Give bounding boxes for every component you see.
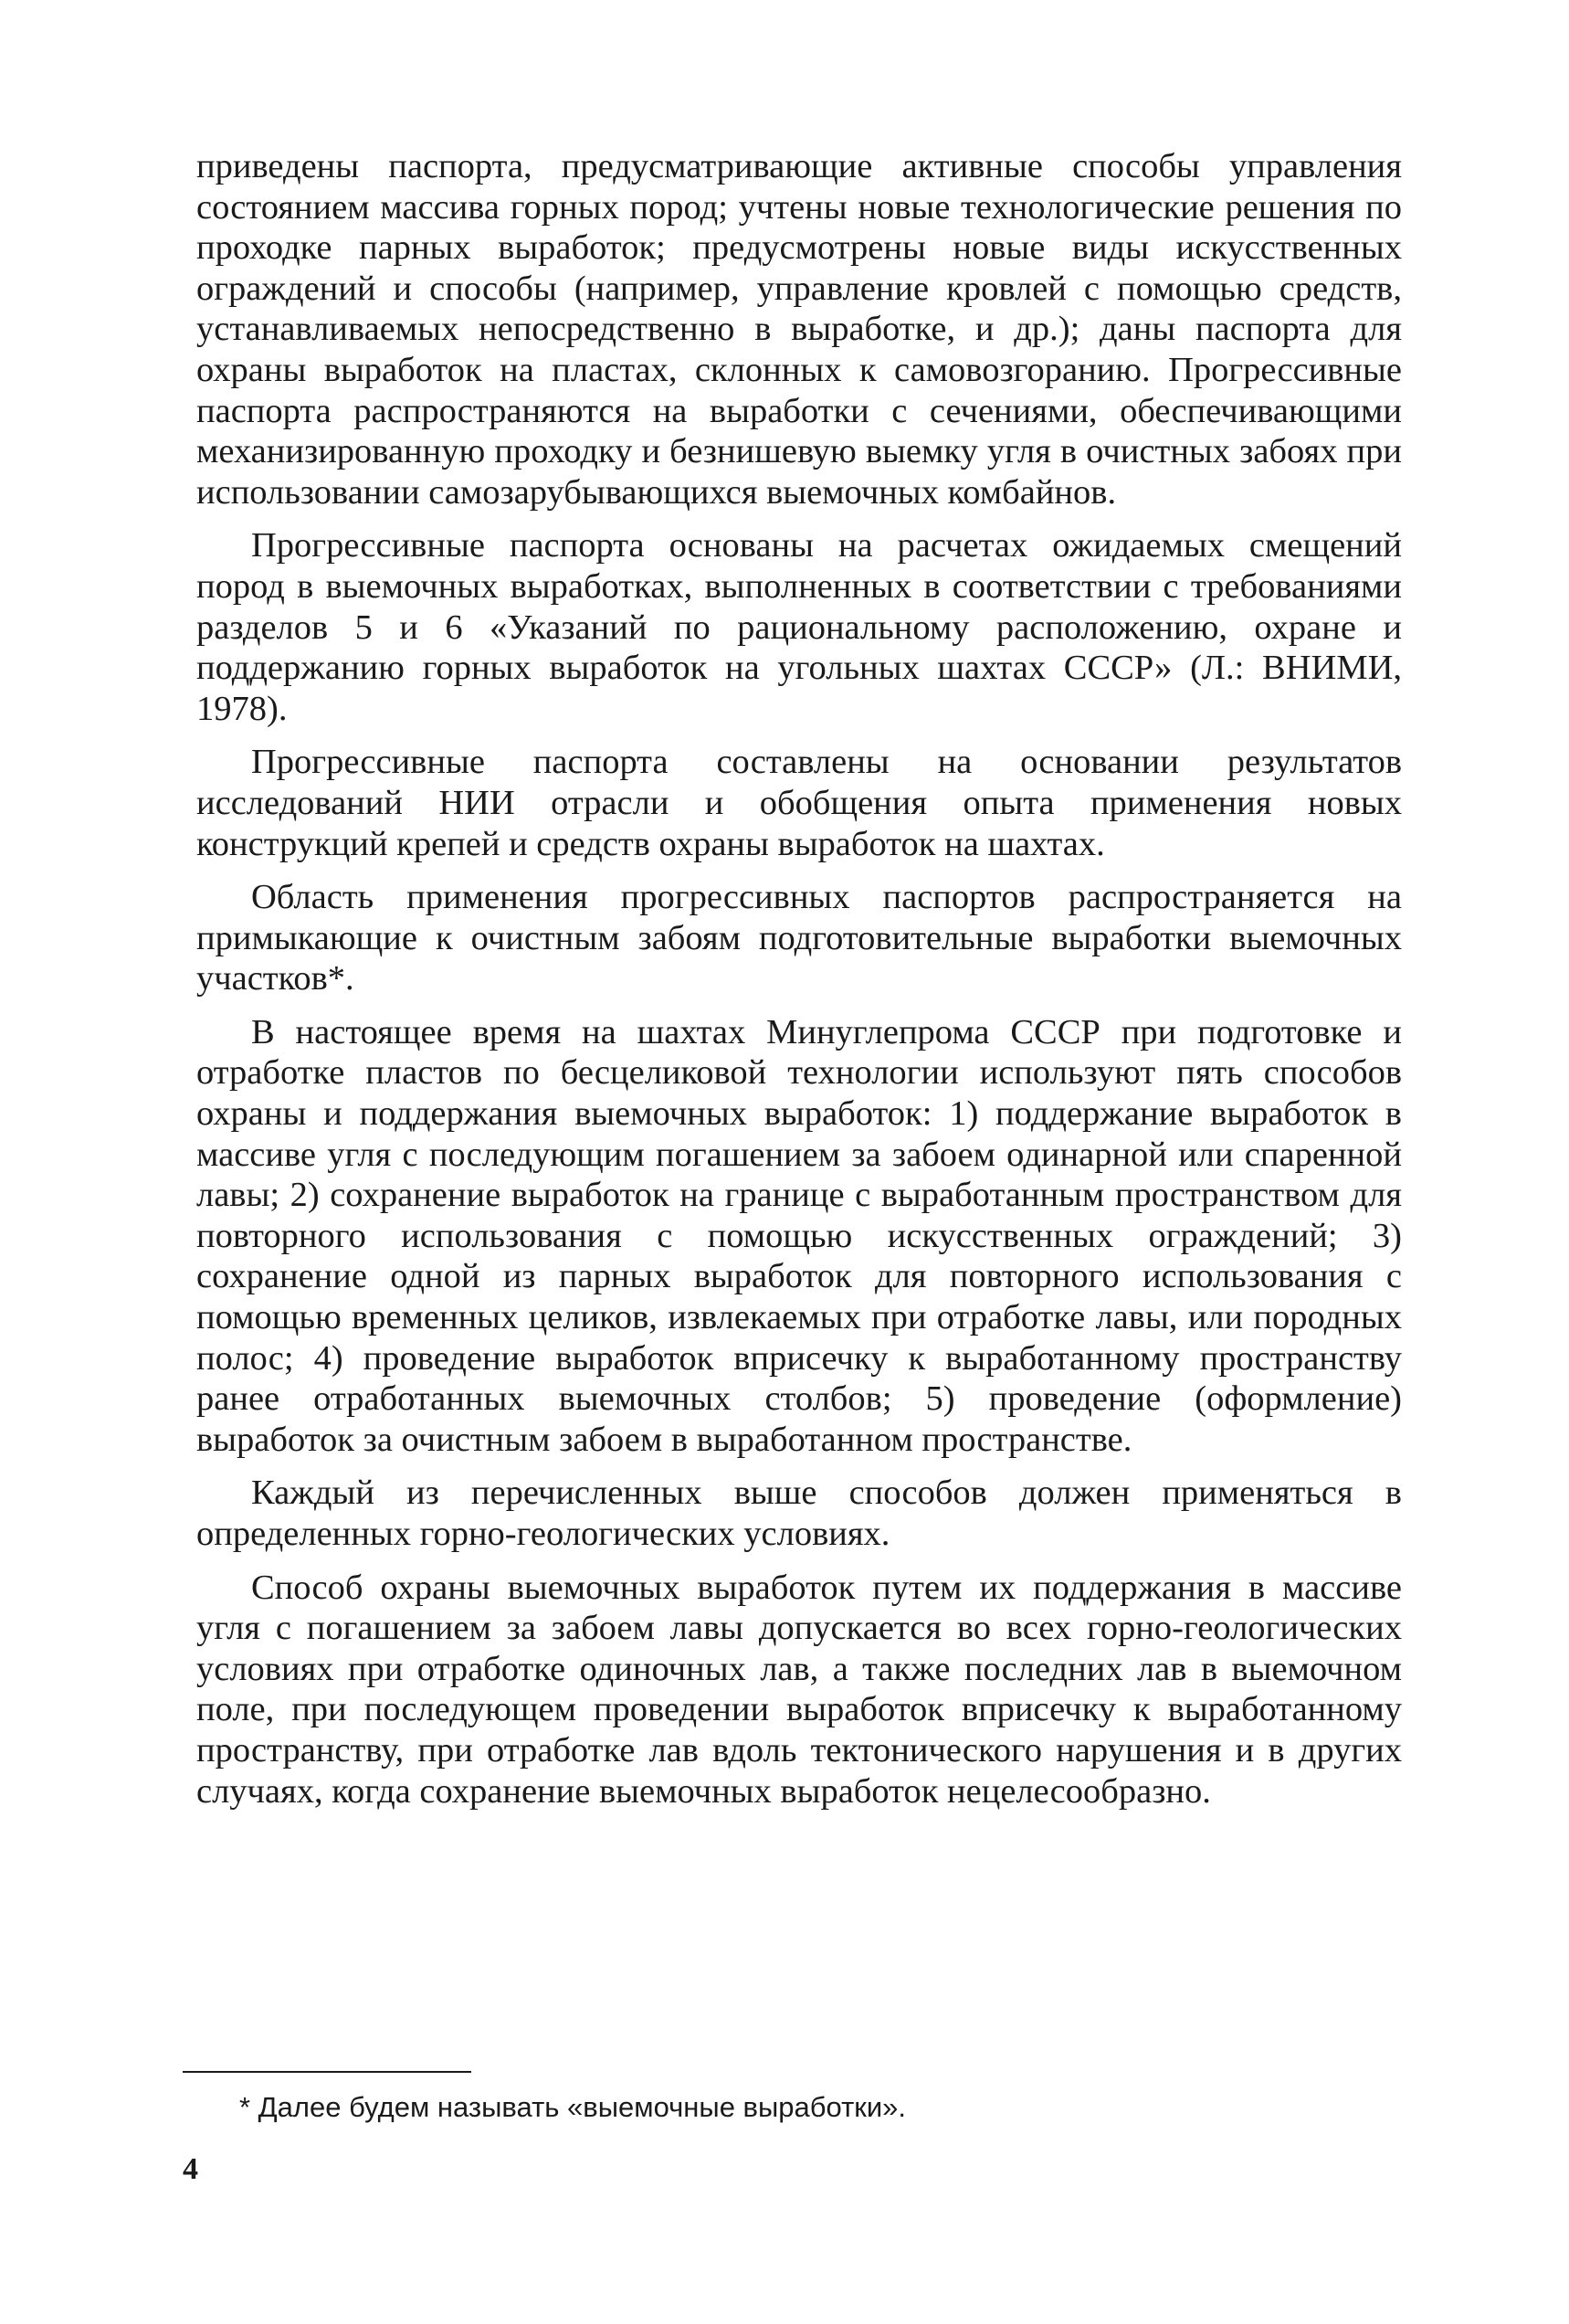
footnote: * Далее будем называть «выемочные выработки».: [239, 2091, 907, 2123]
page-body: [196, 146, 1402, 1812]
paragraph-6: Каждый из перечисленных выше способов должен применяться в определенных горно-геологических условиях.: [196, 1474, 1402, 1553]
paragraph-2: Прогрессивные паспорта основаны на расчетах ожидаемых смещений пород в выемочных выработках, выполненных в соответствии с требованиями разделов 5 и 6 «Указаний по рациональному расположению, охране и поддержанию горных выработок на угольных шахтах СССР» (Л.: ВНИМИ, 1978).: [196, 526, 1402, 728]
paragraph-7: Способ охраны выемочных выработок путем их поддержания в массиве угля с погашением за забоем лавы допускается во всех горно-геологических условиях при отработке одиночных лав, а также последних лав в выемочном поле, при последующем проведении выработок вприсечку к выработанному пространству, при отработке лав вдоль тектонического нарушения и в других случаях, когда сохранение выемочных выработок нецелесообразно.: [196, 1568, 1402, 1811]
paragraph-3: Прогрессивные паспорта составлены на основании результатов исследований НИИ отрасли и обобщения опыта применения новых конструкций крепей и средств охраны выработок на шахтах.: [196, 743, 1402, 863]
paragraph-4: Область применения прогрессивных паспортов распространяется на примыкающие к очистным забоям подготовительные выработки выемочных участков*.: [196, 878, 1402, 998]
footnote-divider: [183, 2071, 471, 2073]
paragraph-1: приведены паспорта, предусматривающие активные способы управления состоянием массива горных пород; учтены новые технологические решения по проходке парных выработок; предусмотрены новые виды искусственных ограждений и способы (например, управление кровлей с помощью средств, устанавливаемых непосредственно в выработке, и др.); даны паспорта для охраны выработок на пластах, склонных к самовозгоранию. Прогрессивные паспорта распространяются на выработки с сечениями, обеспечивающими механизированную проходку и безнишевую выемку угля в очистных забоях при использовании самозарубывающихся выемочных комбайнов.: [196, 147, 1402, 512]
paragraph-5: В настоящее время на шахтах Минуглепрома СССР при подготовке и отработке пластов по бесцеликовой технологии используют пять способов охраны и поддержания выемочных выработок: 1) поддержание выработок в массиве угля с последующим погашением за забоем одинарной или спаренной лавы; 2) сохранение выработок на границе с выработанным пространством для повторного использования с помощью искусственных ограждений; 3) сохранение одной из парных выработок для повторного использования с помощью временных целиков, извлекаемых при отработке лавы, или породных полос; 4) проведение выработок вприсечку к выработанному пространству ранее отработанных выемочных столбов; 5) проведение (оформление) выработок за очистным забоем в выработанном пространстве.: [196, 1012, 1402, 1459]
page-number: 4: [183, 2152, 198, 2186]
